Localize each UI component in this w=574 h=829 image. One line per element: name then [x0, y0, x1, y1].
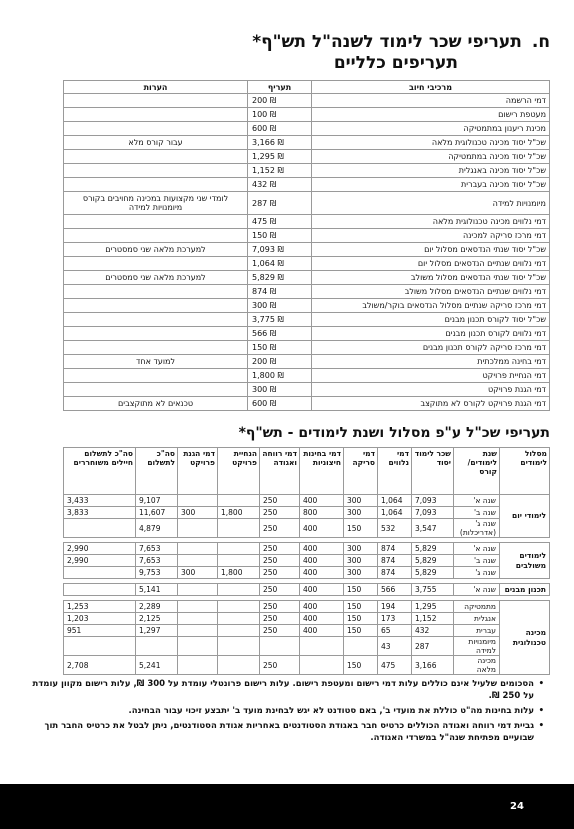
fee-value-cell: 874	[378, 543, 412, 555]
fee-value-cell	[178, 519, 218, 538]
fee-value-cell: 2,125	[136, 613, 178, 625]
table-row	[64, 495, 550, 507]
page-footer-bar	[0, 784, 574, 829]
table-row	[64, 243, 550, 257]
fee-item-cell: דמי בחינה ממלכתית	[312, 355, 550, 369]
fee-value-cell: 5,241	[136, 656, 178, 675]
table-row	[64, 122, 550, 136]
column-header: סה"כ לתשלום חיילים משוחררים	[64, 448, 136, 495]
fee-note-cell	[64, 150, 248, 164]
fee-item-cell: שכ"ל יסוד מכינה באנגלית	[312, 164, 550, 178]
track-fees-table	[63, 447, 550, 675]
fee-note-cell	[64, 108, 248, 122]
table-row	[64, 613, 550, 625]
table-row	[64, 229, 550, 243]
fee-item-cell: מיומנויות למידה	[312, 192, 550, 215]
fee-amount-cell: 475 ₪	[248, 215, 312, 229]
fee-value-cell: 1,203	[64, 613, 136, 625]
fee-value-cell: 5,141	[136, 584, 178, 596]
fee-value-cell	[178, 613, 218, 625]
fee-value-cell: 3,433	[64, 495, 136, 507]
fee-value-cell: 9,753	[136, 567, 178, 579]
footnotes-list	[24, 678, 544, 747]
fee-value-cell: 2,289	[136, 601, 178, 613]
fee-item-cell: שכ"ל יסוד לקורס תכנון מבנים	[312, 313, 550, 327]
fee-amount-cell: 566 ₪	[248, 327, 312, 341]
fee-item-cell: דמי נלווים שנתיים הנדסאים מסלול משולב	[312, 285, 550, 299]
fee-note-cell	[64, 341, 248, 355]
fee-amount-cell: 7,093 ₪	[248, 243, 312, 257]
year-cell: מיומנויות למידה	[454, 637, 500, 656]
fee-amount-cell: 150 ₪	[248, 341, 312, 355]
fee-item-cell: דמי מרכז סריקה למכינה	[312, 229, 550, 243]
fee-value-cell	[178, 656, 218, 675]
table-row	[64, 178, 550, 192]
fee-value-cell: 874	[378, 567, 412, 579]
fee-value-cell: 1,800	[218, 507, 260, 519]
fee-item-cell: דמי מרכז סריקה שנתיים מסלול הנדסאים בוקר/משולב	[312, 299, 550, 313]
footnote-item: • הסכומים שלעיל אינם כוללים עלות דמי רישום ומעטפת רישום. עלות רישום פרונטלי עומדת על 300 ₪, עלות רישום מקוון עומדת על 250 ₪.	[24, 678, 544, 702]
fee-value-cell: 300	[344, 495, 378, 507]
table-row	[64, 94, 550, 108]
table-row	[64, 555, 550, 567]
fee-value-cell: 874	[378, 555, 412, 567]
table-row	[64, 136, 550, 150]
track-group-cell: לימודים משולבים	[500, 543, 550, 579]
fee-value-cell	[300, 656, 344, 675]
fee-value-cell: 250	[260, 495, 300, 507]
table-row	[64, 108, 550, 122]
fee-value-cell: 400	[300, 601, 344, 613]
fee-amount-cell: 200 ₪	[248, 94, 312, 108]
fee-value-cell: 800	[300, 507, 344, 519]
fee-value-cell: 250	[260, 567, 300, 579]
page-number: 24	[510, 801, 524, 812]
fee-value-cell	[64, 637, 136, 656]
table-header-row	[64, 81, 550, 94]
fee-note-cell	[64, 229, 248, 243]
fee-note-cell: למערכת מלאה שני סמסטרים	[64, 243, 248, 257]
fee-value-cell: 400	[300, 519, 344, 538]
table-row	[64, 192, 550, 215]
fee-amount-cell: 600 ₪	[248, 397, 312, 411]
fee-amount-cell: 5,829 ₪	[248, 271, 312, 285]
fee-value-cell: 9,107	[136, 495, 178, 507]
fee-value-cell: 65	[378, 625, 412, 637]
fee-value-cell: 173	[378, 613, 412, 625]
table-row	[64, 369, 550, 383]
table-row	[64, 584, 550, 596]
table-row	[64, 150, 550, 164]
fee-value-cell: 1,297	[136, 625, 178, 637]
fee-amount-cell: 300 ₪	[248, 383, 312, 397]
fee-note-cell	[64, 369, 248, 383]
fee-value-cell: 3,755	[412, 584, 454, 596]
fee-value-cell: 194	[378, 601, 412, 613]
year-cell: עברית	[454, 625, 500, 637]
fee-value-cell	[218, 555, 260, 567]
year-cell: מתמטיקה	[454, 601, 500, 613]
fee-value-cell: 566	[378, 584, 412, 596]
fee-value-cell: 7,093	[412, 507, 454, 519]
fee-value-cell: 300	[344, 543, 378, 555]
column-header: דמי בחינות חיצוניות	[300, 448, 344, 495]
year-cell: שנה ב'	[454, 507, 500, 519]
fee-item-cell: מעטפת רישום	[312, 108, 550, 122]
column-header: מרכיבי חיוב	[312, 81, 550, 94]
fee-value-cell	[178, 625, 218, 637]
fee-value-cell	[178, 543, 218, 555]
fee-item-cell: דמי הנחיית פרויקט	[312, 369, 550, 383]
fee-note-cell	[64, 327, 248, 341]
fee-value-cell: 3,833	[64, 507, 136, 519]
table-row	[64, 656, 550, 675]
fee-note-cell: למועד אחד	[64, 355, 248, 369]
table-row	[64, 285, 550, 299]
fee-note-cell	[64, 215, 248, 229]
fee-amount-cell: 1,064 ₪	[248, 257, 312, 271]
fee-amount-cell: 874 ₪	[248, 285, 312, 299]
table-row	[64, 327, 550, 341]
fee-value-cell	[218, 656, 260, 675]
fee-value-cell: 4,879	[136, 519, 178, 538]
fee-value-cell	[64, 519, 136, 538]
table-row	[64, 519, 550, 538]
fee-value-cell: 250	[260, 656, 300, 675]
column-header: דמי הגנת פרויקט	[178, 448, 218, 495]
footnote-item: • עלות בחינות מה"ט כוללת את מועדי ב', באם סטודנט לא יגש לבחינת מועד ב' יתבצע זיכוי עבור הבחינה.	[24, 705, 544, 717]
fee-value-cell	[178, 637, 218, 656]
fee-amount-cell: 600 ₪	[248, 122, 312, 136]
fee-value-cell	[218, 584, 260, 596]
fee-value-cell: 300	[344, 567, 378, 579]
fee-value-cell: 1,152	[412, 613, 454, 625]
fee-value-cell	[178, 495, 218, 507]
fee-value-cell: 5,829	[412, 543, 454, 555]
fee-value-cell: 400	[300, 555, 344, 567]
fee-value-cell: 1,064	[378, 495, 412, 507]
fee-note-cell: לומדי שני מקצועות במכינה מחויבים בקורס מיומנויות למידה	[64, 192, 248, 215]
fee-value-cell: 2,708	[64, 656, 136, 675]
fee-note-cell	[64, 164, 248, 178]
fee-value-cell: 300	[344, 507, 378, 519]
fee-value-cell	[178, 584, 218, 596]
fee-value-cell: 400	[300, 543, 344, 555]
fee-value-cell: 1,295	[412, 601, 454, 613]
fee-value-cell: 250	[260, 555, 300, 567]
fee-value-cell: 475	[378, 656, 412, 675]
fee-amount-cell: 100 ₪	[248, 108, 312, 122]
fee-note-cell	[64, 257, 248, 271]
fee-amount-cell: 1,152 ₪	[248, 164, 312, 178]
general-fees-table	[63, 80, 550, 411]
fee-amount-cell: 1,800 ₪	[248, 369, 312, 383]
fee-note-cell	[64, 122, 248, 136]
year-cell: שנה א'	[454, 543, 500, 555]
fee-value-cell: 7,653	[136, 555, 178, 567]
fee-item-cell: דמי נלווים לקורס תכנון מבנים	[312, 327, 550, 341]
table-row	[64, 507, 550, 519]
fee-item-cell: שכ"ל יסוד מכינה במתמטיקה	[312, 150, 550, 164]
fee-item-cell: שכ"ל יסוד מכינה טכנולוגית מלאה	[312, 136, 550, 150]
fee-note-cell	[64, 313, 248, 327]
fee-value-cell	[178, 601, 218, 613]
fee-value-cell: 287	[412, 637, 454, 656]
footnote-item: • גביית דמי רווחה ואגודה הכוללים כרטיס חבר באגודת הסטודנטים באחריות אגודת הסטודנטים, ניתן לבטל את כרטיס החבר תוך שבועיים מפתיחת שנה"ל במשרדי האגודה.	[24, 720, 544, 744]
fee-value-cell	[178, 555, 218, 567]
fee-value-cell: 250	[260, 601, 300, 613]
fee-value-cell	[64, 584, 136, 596]
fee-value-cell	[344, 637, 378, 656]
year-cell: שנה ג' (אדריכלות)	[454, 519, 500, 538]
track-group-cell: מכינה טכנולוגית	[500, 601, 550, 675]
fee-note-cell: למערכת מלאה שני סמסטרים	[64, 271, 248, 285]
table-header-row	[64, 448, 550, 495]
fee-note-cell	[64, 178, 248, 192]
fee-amount-cell: 1,295 ₪	[248, 150, 312, 164]
section-header	[252, 32, 550, 74]
fee-value-cell: 11,607	[136, 507, 178, 519]
fee-amount-cell: 150 ₪	[248, 229, 312, 243]
fee-value-cell: 3,166	[412, 656, 454, 675]
fee-value-cell: 5,829	[412, 555, 454, 567]
fee-value-cell: 150	[344, 519, 378, 538]
table-row	[64, 164, 550, 178]
fee-value-cell: 7,653	[136, 543, 178, 555]
fee-value-cell: 150	[344, 656, 378, 675]
fee-value-cell: 5,829	[412, 567, 454, 579]
fee-value-cell: 250	[260, 507, 300, 519]
table-row	[64, 313, 550, 327]
fee-value-cell: 2,990	[64, 543, 136, 555]
table-row	[64, 341, 550, 355]
fee-value-cell	[218, 495, 260, 507]
fee-value-cell: 250	[260, 584, 300, 596]
fee-value-cell: 400	[300, 495, 344, 507]
fee-item-cell: דמי הגנת פרויקט	[312, 383, 550, 397]
fee-value-cell: 951	[64, 625, 136, 637]
fee-note-cell	[64, 94, 248, 108]
fee-value-cell: 150	[344, 613, 378, 625]
fee-value-cell: 250	[260, 519, 300, 538]
fee-item-cell: שכ"ל יסוד שנתי הנדסאים מסלול יום	[312, 243, 550, 257]
table-row	[64, 299, 550, 313]
fee-value-cell	[136, 637, 178, 656]
fee-value-cell: 150	[344, 584, 378, 596]
fee-value-cell	[218, 601, 260, 613]
table-row	[64, 257, 550, 271]
column-header: הנחיית פרויקט	[218, 448, 260, 495]
year-cell: שנה א'	[454, 495, 500, 507]
fee-value-cell: 400	[300, 567, 344, 579]
table-row	[64, 625, 550, 637]
year-cell: שנה ג'	[454, 567, 500, 579]
fee-item-cell: דמי הגנת פרויקט לקורס לא מתוקצב	[312, 397, 550, 411]
fee-value-cell: 1,064	[378, 507, 412, 519]
fee-value-cell	[260, 637, 300, 656]
track-fees-title: תעריפי שכ"ל ע"פ מסלול ושנת לימודים - תש"ף*	[238, 425, 550, 441]
fee-item-cell: מכינת ריענון במתמטיקה	[312, 122, 550, 136]
fee-value-cell: 7,093	[412, 495, 454, 507]
fee-value-cell: 300	[178, 507, 218, 519]
fee-value-cell: 1,800	[218, 567, 260, 579]
fee-amount-cell: 432 ₪	[248, 178, 312, 192]
column-header: סה"כ לתשלום	[136, 448, 178, 495]
year-cell: אנגלית	[454, 613, 500, 625]
table-row	[64, 271, 550, 285]
fee-value-cell: 432	[412, 625, 454, 637]
fee-value-cell: 250	[260, 543, 300, 555]
fee-value-cell: 400	[300, 584, 344, 596]
column-header: דמי סריקה	[344, 448, 378, 495]
fee-note-cell: עבור קורס מלא	[64, 136, 248, 150]
table-row	[64, 637, 550, 656]
column-header: תעריף	[248, 81, 312, 94]
column-header: מסלול לימודים	[500, 448, 550, 495]
fee-amount-cell: 3,775 ₪	[248, 313, 312, 327]
year-cell: שנה א'	[454, 584, 500, 596]
fee-item-cell: שכ"ל יסוד שנתי הנדסאים מסלול משולב	[312, 271, 550, 285]
fee-item-cell: דמי הרשמה	[312, 94, 550, 108]
page-title: תעריפי שכר לימוד לשנה"ל תש"ף*	[252, 32, 522, 52]
fee-note-cell	[64, 285, 248, 299]
table-row	[64, 397, 550, 411]
fee-item-cell: דמי מרכז סריקה לקורס תכנון מבנים	[312, 341, 550, 355]
fee-value-cell: 532	[378, 519, 412, 538]
fee-amount-cell: 287 ₪	[248, 192, 312, 215]
fee-value-cell	[218, 613, 260, 625]
fee-value-cell: 3,547	[412, 519, 454, 538]
fee-value-cell: 400	[300, 625, 344, 637]
section-letter: ח.	[531, 32, 550, 52]
table-row	[64, 355, 550, 369]
table-row	[64, 215, 550, 229]
fee-value-cell: 150	[344, 601, 378, 613]
year-cell: מכינה מלאה	[454, 656, 500, 675]
page-subtitle: תעריפים כלליים	[333, 53, 458, 73]
table-row	[64, 543, 550, 555]
fee-value-cell	[218, 519, 260, 538]
year-cell: שנה ב'	[454, 555, 500, 567]
column-header: דמי נלווים	[378, 448, 412, 495]
fee-value-cell: 1,253	[64, 601, 136, 613]
fee-note-cell	[64, 383, 248, 397]
fee-value-cell: 300	[178, 567, 218, 579]
fee-value-cell	[218, 543, 260, 555]
column-header: שנת לימודים/ קורס	[454, 448, 500, 495]
track-group-cell: תכנון מבנים	[500, 584, 550, 596]
fee-item-cell: דמי נלווים מכינה טכנולוגית מלאה	[312, 215, 550, 229]
fee-item-cell: שכ"ל יסוד מכינה בעברית	[312, 178, 550, 192]
fee-amount-cell: 300 ₪	[248, 299, 312, 313]
table-row	[64, 567, 550, 579]
fee-value-cell: 400	[300, 613, 344, 625]
fee-note-cell	[64, 299, 248, 313]
column-header: דמי רווחה ואגודה	[260, 448, 300, 495]
fee-value-cell: 43	[378, 637, 412, 656]
fee-value-cell: 250	[260, 625, 300, 637]
fee-amount-cell: 3,166 ₪	[248, 136, 312, 150]
fee-value-cell: 250	[260, 613, 300, 625]
column-header: הערות	[64, 81, 248, 94]
table-row	[64, 601, 550, 613]
fee-value-cell	[218, 625, 260, 637]
column-header: שכר לימוד יסוד	[412, 448, 454, 495]
table-row	[64, 383, 550, 397]
fee-value-cell	[300, 637, 344, 656]
fee-value-cell	[218, 637, 260, 656]
track-group-cell: לימודי יום	[500, 495, 550, 538]
fee-amount-cell: 200 ₪	[248, 355, 312, 369]
fee-value-cell	[64, 567, 136, 579]
fee-note-cell: טכנאים לא מתוקצבים	[64, 397, 248, 411]
fee-value-cell: 2,990	[64, 555, 136, 567]
fee-value-cell: 150	[344, 625, 378, 637]
fee-item-cell: דמי נלווים שנתיים הנדסאים מסלול יום	[312, 257, 550, 271]
fee-value-cell: 300	[344, 555, 378, 567]
